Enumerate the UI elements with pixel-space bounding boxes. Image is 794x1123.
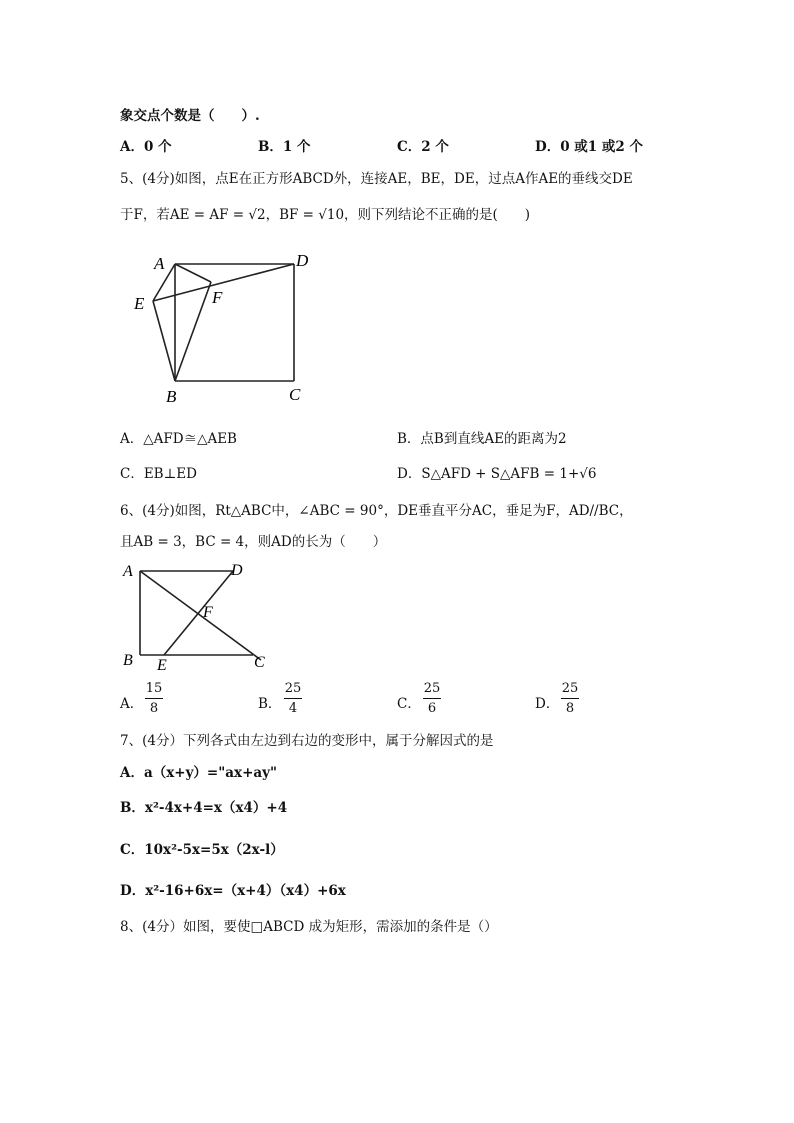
q5-figure-square-abcd <box>120 245 330 410</box>
q6-label-a: A <box>123 563 133 580</box>
q6-option-b-letter: B． <box>258 696 282 712</box>
q5-stem-line2: 于F，若AE = AF = √2，BF = √10，则下列结论不正确的是( ) <box>120 207 531 223</box>
q5-label-c: C <box>289 385 301 404</box>
q5-option-b: B．点B到直线AE的距离为2 <box>397 431 567 447</box>
q5-label-b: B <box>166 387 177 406</box>
q6-label-d: D <box>231 562 243 579</box>
numerator: 15 <box>145 681 163 696</box>
q4-option-a: A．0 个 <box>120 139 172 155</box>
q5-label-a: A <box>154 254 165 273</box>
q6-option-d-fraction <box>561 681 579 716</box>
q6-option-c-fraction <box>423 681 441 716</box>
numerator: 25 <box>561 681 579 696</box>
q7-option-a: A．a（x+y）="ax+ay" <box>120 765 278 781</box>
q5-option-a: A．△AFD≅△AEB <box>120 431 237 447</box>
q5-option-d: D．S△AFD + S△AFB = 1+√6 <box>397 466 597 482</box>
q6-label-b: B <box>123 652 133 669</box>
q6-option-d-letter: D． <box>535 696 560 712</box>
q6-label-f: F <box>203 604 213 621</box>
q6-option-c-letter: C． <box>397 696 421 712</box>
q7-stem: 7、(4分）下列各式由左边到右边的变形中，属于分解因式的是 <box>120 733 494 749</box>
q4-option-b: B．1 个 <box>258 139 311 155</box>
denominator: 4 <box>288 701 298 716</box>
q6-option-b-fraction <box>284 681 302 716</box>
q6-option-a-letter: A． <box>120 696 144 712</box>
q7-option-b: B．x²-4x+4=x（x4）+4 <box>120 800 288 816</box>
q7-option-d: D．x²-16+6x=（x+4）（x4）+6x <box>120 883 346 899</box>
numerator: 25 <box>423 681 441 696</box>
q6-stem-line2: 且AB = 3，BC = 4，则AD的长为（ ） <box>120 534 387 550</box>
q5-stem-line1: 5、(4分)如图，点E在正方形ABCD外，连接AE，BE，DE，过点A作AE的垂线交DE <box>120 171 633 187</box>
denominator: 8 <box>565 701 575 716</box>
q6-stem-line1: 6、(4分)如图，Rt△ABC中，∠ABC = 90°，DE垂直平分AC，垂足为F，AD//BC， <box>120 503 633 519</box>
q6-label-e: E <box>157 657 167 674</box>
q8-stem: 8、(4分）如图，要使□ABCD 成为矩形，需添加的条件是（） <box>120 919 498 935</box>
q5-option-c: C．EB⊥ED <box>120 466 197 482</box>
q5-label-d: D <box>296 251 309 270</box>
q6-option-a-fraction <box>145 681 163 716</box>
q7-option-c: C．10x²-5x=5x（2x-l） <box>120 842 284 858</box>
denominator: 6 <box>427 701 437 716</box>
q4-option-d: D．0 或1 或2 个 <box>535 139 643 155</box>
q5-label-f: F <box>212 288 223 307</box>
q4-option-c: C．2 个 <box>397 139 449 155</box>
q5-label-e: E <box>134 294 145 313</box>
q4-stem-continuation: 象交点个数是（ ）. <box>120 108 260 124</box>
denominator: 8 <box>149 701 159 716</box>
q6-label-c: C <box>254 654 265 671</box>
numerator: 25 <box>284 681 302 696</box>
q6-figure-triangle <box>118 557 278 675</box>
